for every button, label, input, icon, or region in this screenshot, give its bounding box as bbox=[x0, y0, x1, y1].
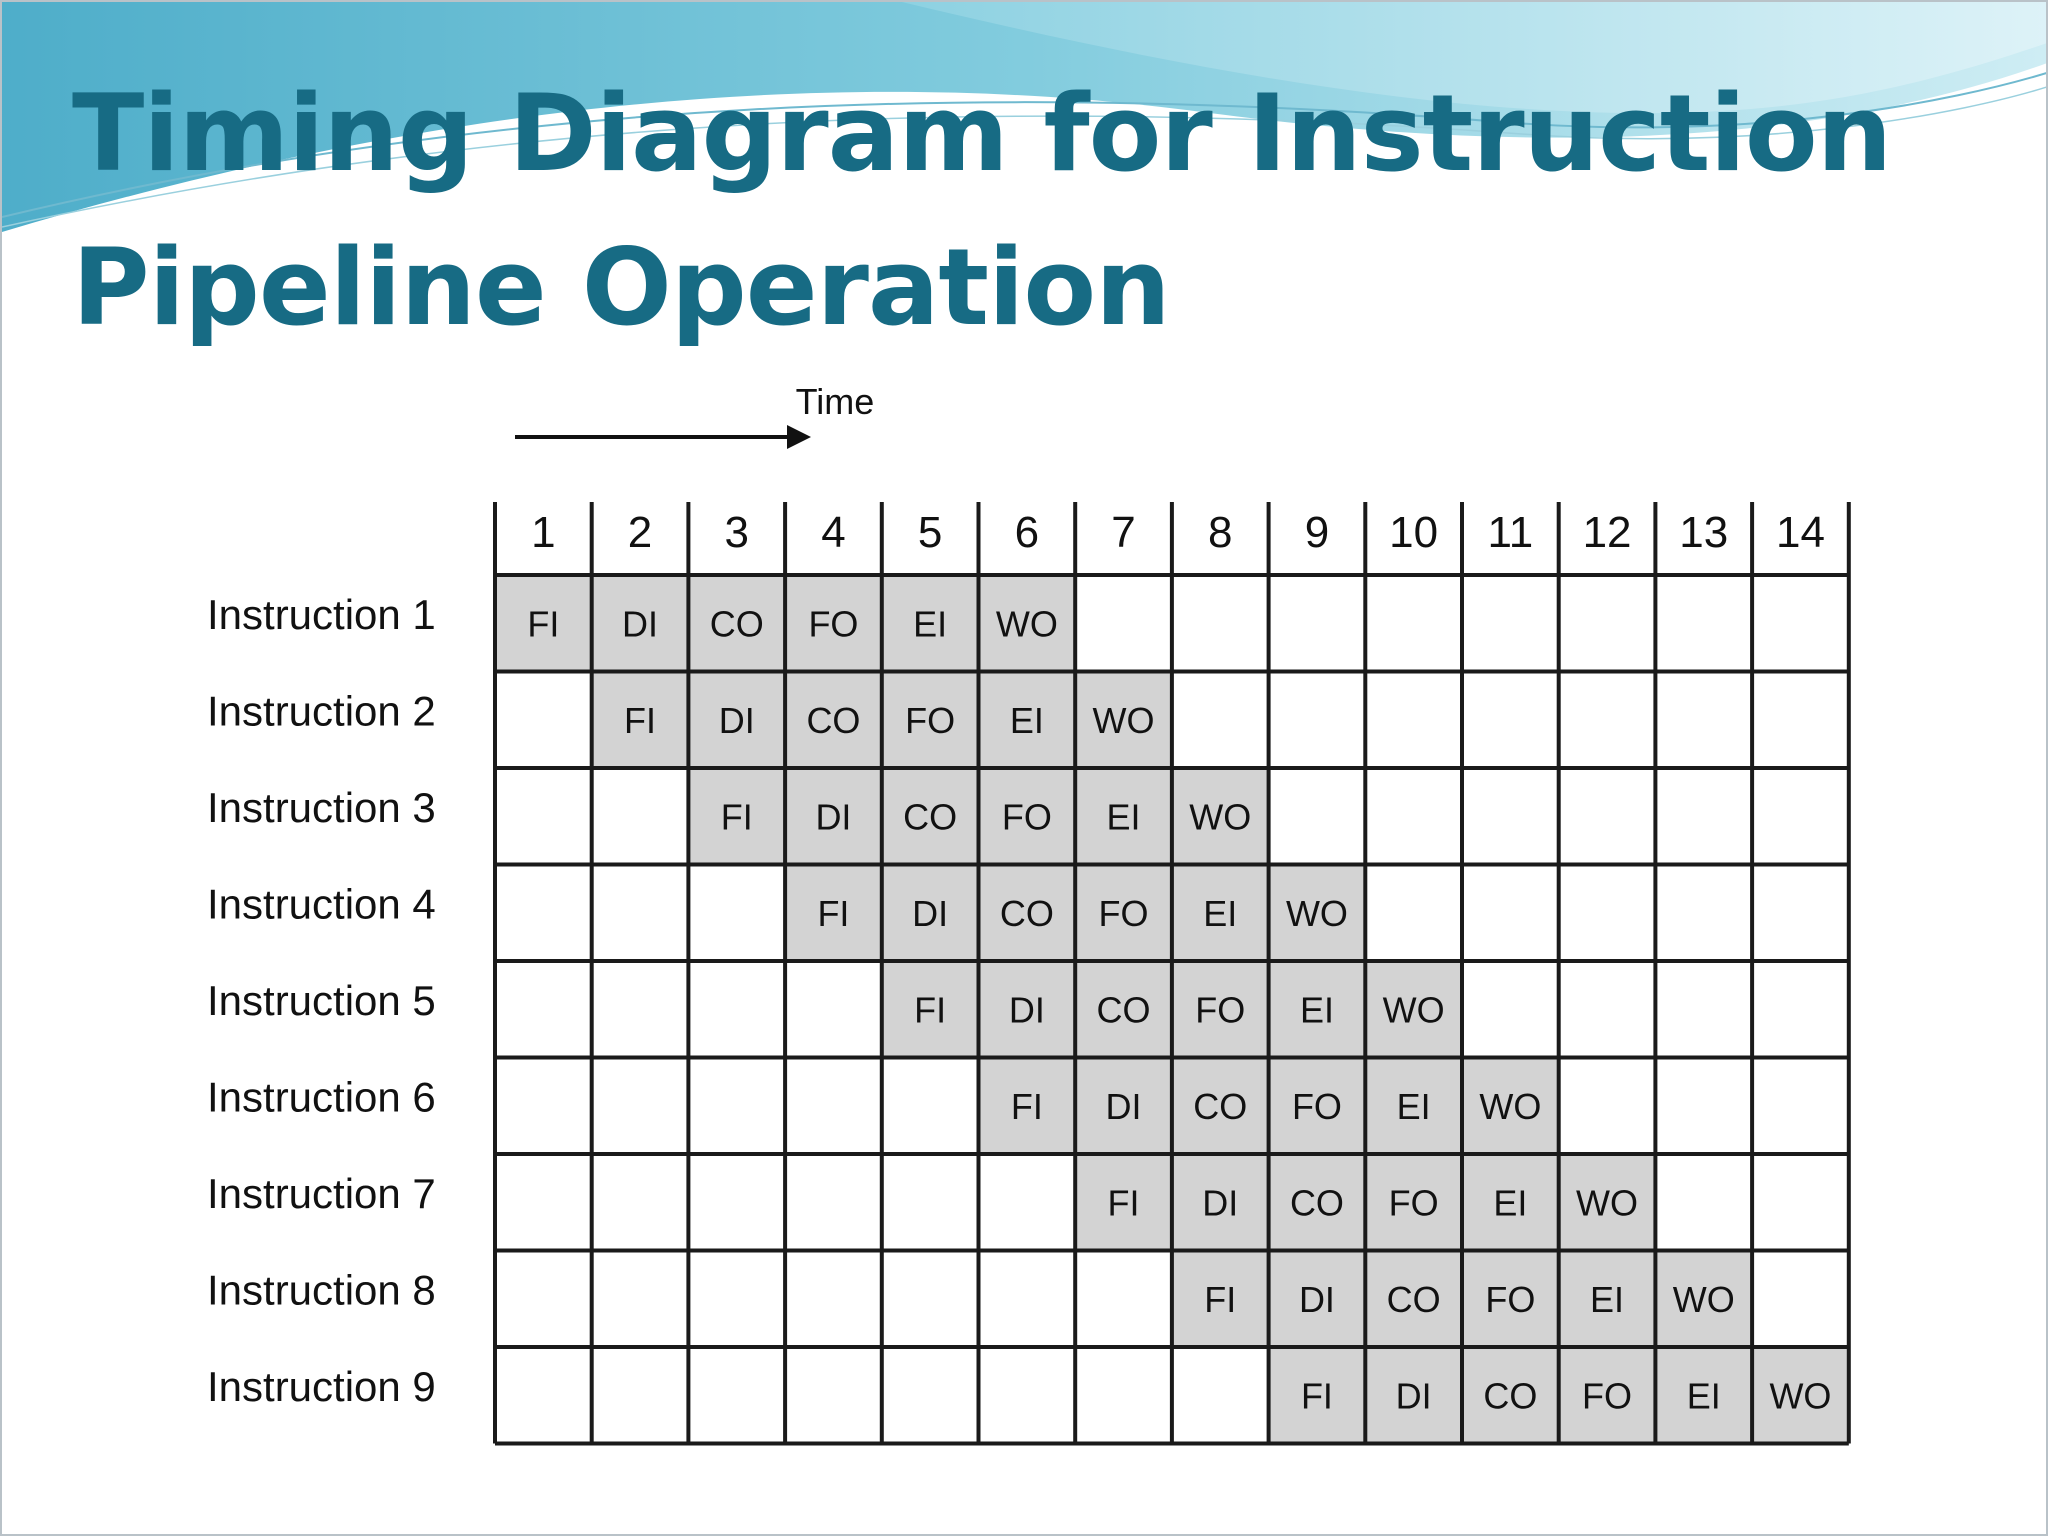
stage-label: DI bbox=[622, 603, 659, 645]
instruction-label: Instruction 6 bbox=[207, 1073, 436, 1121]
stage-label: WO bbox=[1092, 699, 1155, 741]
instruction-label: Instruction 3 bbox=[207, 784, 436, 831]
stage-label: DI bbox=[1105, 1085, 1142, 1127]
stage-label: FI bbox=[624, 699, 657, 741]
instruction-label: Instruction 4 bbox=[207, 880, 436, 928]
stage-label: FO bbox=[1098, 892, 1149, 934]
stage-label: EI bbox=[1493, 1182, 1528, 1224]
instruction-label: Instruction 9 bbox=[207, 1363, 436, 1410]
cycle-number-label: 3 bbox=[724, 508, 749, 557]
stage-label: CO bbox=[1386, 1278, 1441, 1320]
stage-label: EI bbox=[1106, 796, 1141, 838]
stage-label: FO bbox=[905, 699, 956, 741]
stage-label: DI bbox=[1202, 1182, 1239, 1224]
stage-label: CO bbox=[1483, 1375, 1538, 1417]
stage-label: EI bbox=[1299, 989, 1334, 1031]
cycle-number-label: 5 bbox=[917, 508, 943, 557]
stage-label: FO bbox=[1291, 1085, 1342, 1127]
stage-label: EI bbox=[1590, 1278, 1625, 1320]
cycle-number-label: 7 bbox=[1111, 508, 1136, 557]
stage-label: FO bbox=[1388, 1182, 1439, 1224]
stage-label: CO bbox=[1289, 1182, 1344, 1224]
stage-label: FO bbox=[1485, 1278, 1536, 1320]
stage-label: WO bbox=[1672, 1278, 1735, 1320]
stage-label: FI bbox=[720, 796, 753, 838]
stage-label: FI bbox=[1107, 1182, 1140, 1224]
stage-label: DI bbox=[718, 699, 755, 741]
cycle-number-label: 4 bbox=[821, 508, 846, 557]
cycle-number-label: 9 bbox=[1304, 508, 1330, 557]
stage-label: CO bbox=[999, 892, 1054, 934]
pipeline-grid bbox=[205, 377, 1855, 1459]
stage-label: WO bbox=[1285, 892, 1348, 934]
stage-label: WO bbox=[995, 603, 1058, 645]
stage-label: EI bbox=[1686, 1375, 1721, 1417]
stage-label: DI bbox=[815, 796, 852, 838]
instruction-label: Instruction 5 bbox=[207, 977, 436, 1024]
instruction-label: Instruction 8 bbox=[207, 1266, 436, 1314]
cycle-number-label: 13 bbox=[1679, 508, 1729, 557]
instruction-label: Instruction 1 bbox=[207, 591, 436, 638]
stage-label: WO bbox=[1769, 1375, 1832, 1417]
stage-label: WO bbox=[1479, 1085, 1542, 1127]
stage-label: DI bbox=[1008, 989, 1045, 1031]
stage-label: CO bbox=[806, 699, 861, 741]
cycle-number-label: 12 bbox=[1582, 508, 1632, 557]
stage-label: CO bbox=[1193, 1085, 1248, 1127]
stage-label: DI bbox=[912, 892, 949, 934]
stage-label: EI bbox=[1203, 892, 1238, 934]
stage-label: EI bbox=[913, 603, 948, 645]
stage-label: FI bbox=[1010, 1085, 1043, 1127]
title-line-2: Pipeline Operation bbox=[72, 226, 1170, 349]
stage-label: EI bbox=[1009, 699, 1044, 741]
stage-label: EI bbox=[1396, 1085, 1431, 1127]
time-label: Time bbox=[795, 381, 875, 422]
pipeline-timing-diagram bbox=[205, 377, 1855, 1459]
instruction-label: Instruction 7 bbox=[207, 1170, 436, 1217]
stage-label: WO bbox=[1189, 796, 1252, 838]
title-line-1: Timing Diagram for Instruction bbox=[72, 72, 1892, 195]
stage-label: FI bbox=[817, 892, 850, 934]
stage-label: FI bbox=[1204, 1278, 1237, 1320]
stage-label: FI bbox=[914, 989, 947, 1031]
stage-label: FO bbox=[1582, 1375, 1633, 1417]
cycle-number-label: 8 bbox=[1208, 508, 1233, 557]
stage-label: FO bbox=[808, 603, 859, 645]
stage-label: FI bbox=[1300, 1375, 1333, 1417]
stage-label: CO bbox=[903, 796, 958, 838]
cycle-number-label: 11 bbox=[1487, 508, 1534, 557]
stage-label: WO bbox=[1382, 989, 1445, 1031]
stage-label: CO bbox=[1096, 989, 1151, 1031]
stage-label: FO bbox=[1001, 796, 1052, 838]
stage-label: WO bbox=[1576, 1182, 1639, 1224]
cycle-number-label: 14 bbox=[1775, 508, 1825, 557]
stage-label: FO bbox=[1195, 989, 1246, 1031]
cycle-number-label: 6 bbox=[1014, 508, 1040, 557]
stage-label: DI bbox=[1298, 1278, 1335, 1320]
cycle-number-label: 2 bbox=[627, 508, 653, 557]
instruction-label: Instruction 2 bbox=[207, 687, 436, 735]
stage-label: DI bbox=[1395, 1375, 1432, 1417]
cycle-number-label: 10 bbox=[1389, 508, 1439, 557]
stage-label: FI bbox=[527, 603, 560, 645]
stage-label: CO bbox=[709, 603, 764, 645]
cycle-number-label: 1 bbox=[531, 508, 556, 557]
